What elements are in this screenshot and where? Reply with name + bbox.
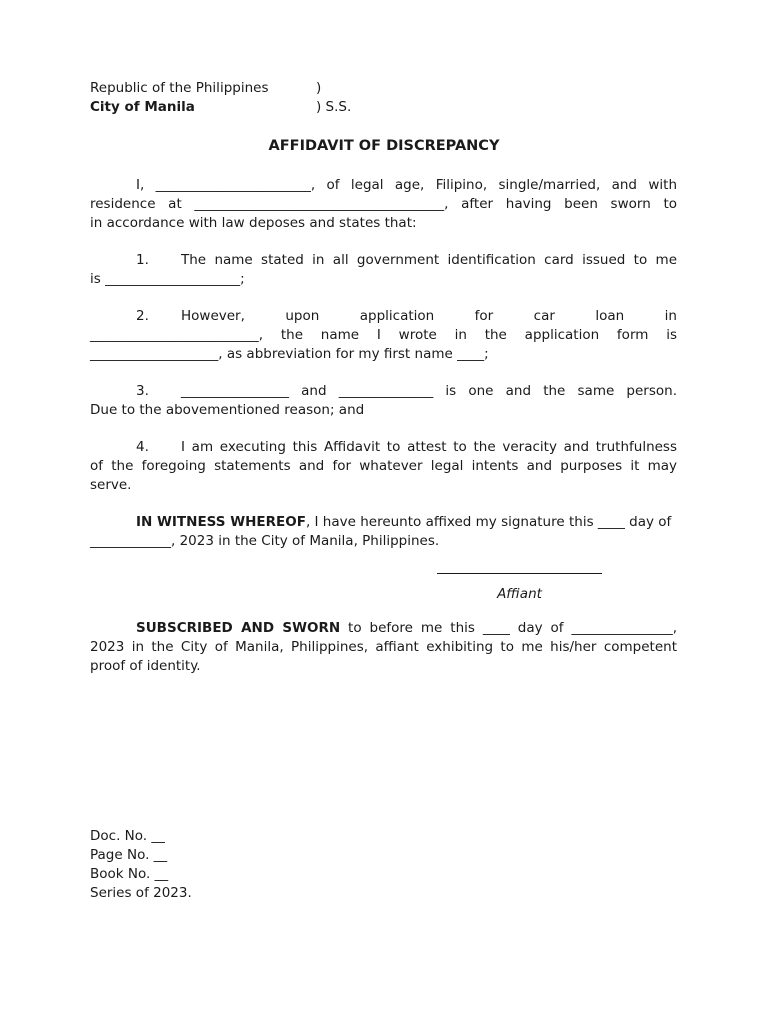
witness-rest: , I have hereunto affixed my signature this ____ day of [305, 514, 672, 530]
item-4-line-1: I am executing this Affidavit to attest to the veracity and truthfulness [181, 439, 677, 455]
item-2-line-2: _________________________, the name I wrote in the application form is [90, 327, 677, 343]
venue-republic: Republic of the Philippines [90, 80, 269, 96]
affiant-signature-line [437, 573, 602, 574]
venue-ss: ) S.S. [316, 99, 352, 115]
item-1-line-1: The name stated in all government identification card issued to me [181, 252, 677, 268]
item-4-number: 4. [136, 439, 149, 455]
item-4-line-3: serve. [90, 477, 132, 493]
item-4-line-2: of the foregoing statements and for whatever legal intents and purposes it may [90, 458, 677, 474]
item-2-line-3: ___________________, as abbreviation for my first name ____; [90, 346, 489, 362]
subscribed-bold: SUBSCRIBED AND SWORN [136, 620, 341, 636]
notarial-series: Series of 2023. [90, 885, 192, 901]
item-2-number: 2. [136, 308, 149, 324]
item-2-line-1: However, upon application for car loan in [181, 308, 677, 324]
witness-bold: IN WITNESS WHEREOF [136, 514, 306, 530]
affiant-label: Affiant [497, 586, 542, 602]
item-1-line-2: is ____________________; [90, 271, 245, 287]
subscribed-line-1 [136, 619, 677, 638]
witness-line-2: ____________, 2023 in the City of Manila, Philippines. [90, 533, 440, 549]
venue-city: City of Manila [90, 99, 195, 115]
venue-paren-1: ) [316, 80, 322, 96]
subscribed-line-3: proof of identity. [90, 658, 201, 674]
witness-line-1 [136, 513, 671, 532]
item-3-line-2: Due to the abovementioned reason; and [90, 402, 365, 418]
document-title: AFFIDAVIT OF DISCREPANCY [268, 138, 500, 154]
subscribed-rest: to before me this ____ day of _______________, [340, 620, 677, 636]
intro-line-2: residence at _____________________________________, after having been sworn to [90, 196, 677, 212]
intro-line-1: I, _______________________, of legal age, Filipino, single/married, and with [136, 177, 677, 193]
item-1-number: 1. [136, 252, 149, 268]
notarial-book-no: Book No. __ [90, 866, 169, 882]
item-3-line-1: ________________ and ______________ is one and the same person. [181, 383, 677, 399]
notarial-page-no: Page No. __ [90, 847, 168, 863]
subscribed-line-2: 2023 in the City of Manila, Philippines, affiant exhibiting to me his/her competent [90, 639, 677, 655]
intro-line-3: in accordance with law deposes and states that: [90, 215, 417, 231]
item-3-number: 3. [136, 383, 149, 399]
notarial-doc-no: Doc. No. __ [90, 828, 165, 844]
